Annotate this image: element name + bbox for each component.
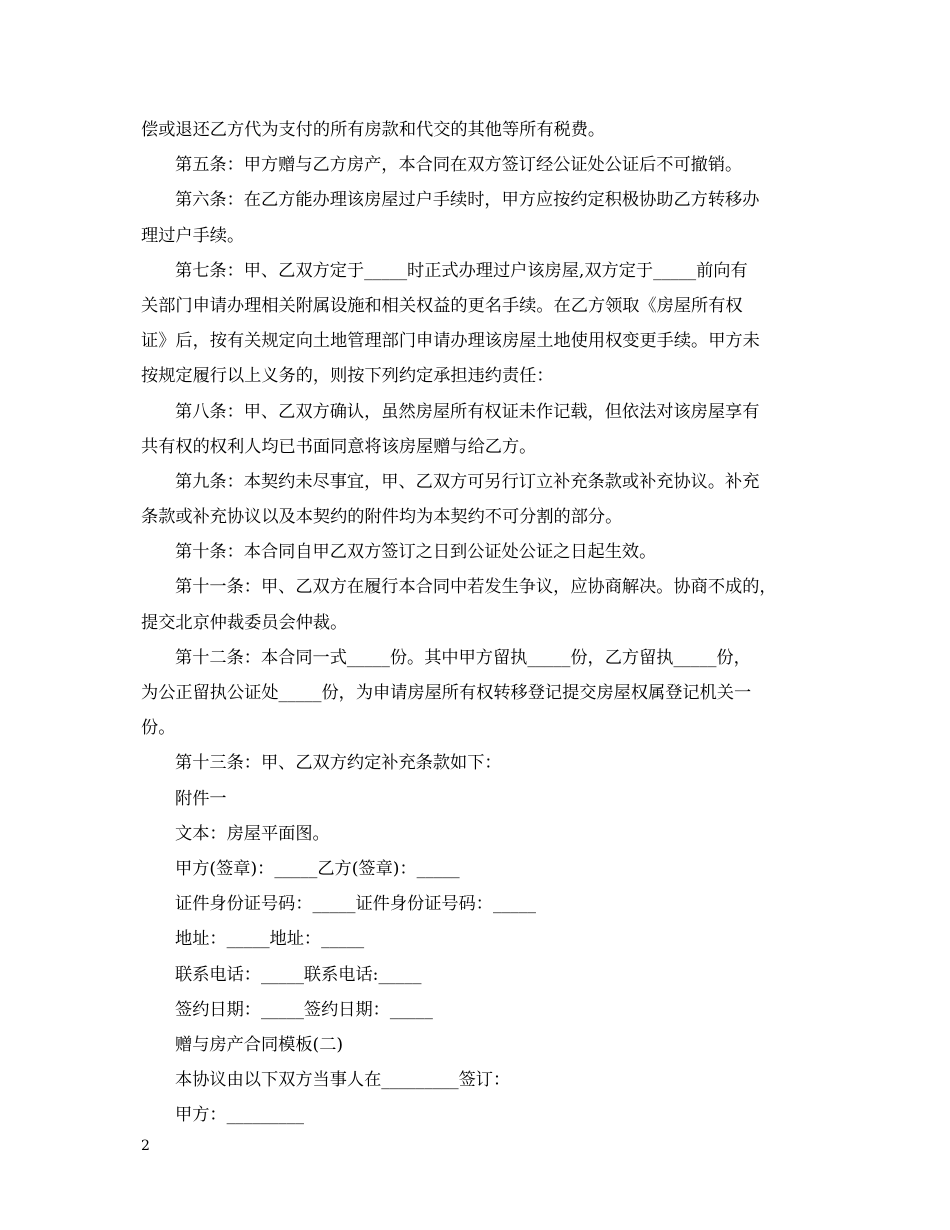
text-line: 份。 <box>141 718 176 739</box>
text-line: 文本：房屋平面图。 <box>175 823 330 844</box>
text-line: 第五条：甲方赠与乙方房产，本合同在双方签订经公证处公证后不可撤销。 <box>175 155 743 176</box>
text-line: 第七条：甲、乙双方定于_____时正式办理过户该房屋,双方定于_____前向有 <box>175 260 748 281</box>
text-line: 为公正留执公证处_____份，为申请房屋所有权转移登记提交房屋权属登记机关一 <box>141 683 752 703</box>
text-line: 附件一 <box>175 788 227 809</box>
text-line: 第十一条：甲、乙双方在履行本合同中若发生争议，应协商解决。协商不成的， <box>175 577 777 598</box>
text-line: 偿或退还乙方代为支付的所有房款和代交的其他等所有税费。 <box>141 120 606 140</box>
text-line: 第六条：在乙方能办理该房屋过户手续时，甲方应按约定积极协助乙方转移办 <box>175 190 760 211</box>
text-line: 关部门申请办理相关附属设施和相关权益的更名手续。在乙方领取《房屋所有权 <box>141 295 743 316</box>
text-line: 本协议由以下双方当事人在_________签订： <box>175 1070 511 1091</box>
text-line: 地址：_____地址：_____ <box>175 929 365 950</box>
text-line: 提交北京仲裁委员会仲裁。 <box>141 612 348 633</box>
text-line: 甲方：_________ <box>175 1105 304 1126</box>
text-line: 按规定履行以上义务的，则按下列约定承担违约责任： <box>141 366 554 387</box>
document-body <box>141 113 831 1133</box>
text-line: 条款或补充协议以及本契约的附件均为本契约不可分割的部分。 <box>141 507 623 528</box>
text-line: 签约日期：_____签约日期：_____ <box>175 999 433 1020</box>
text-line: 证》后，按有关规定向土地管理部门申请办理该房屋土地使用权变更手续。甲方未 <box>141 331 760 352</box>
text-line: 赠与房产合同模板(二) <box>175 1034 344 1055</box>
text-line: 证件身份证号码：_____证件身份证号码：_____ <box>175 894 536 915</box>
text-line: 第九条：本契约未尽事宜，甲、乙双方可另行订立补充条款或补充协议。补充 <box>175 471 760 492</box>
text-line: 理过户手续。 <box>141 225 245 246</box>
text-line: 第十二条：本合同一式_____份。其中甲方留执_____份，乙方留执_____份， <box>175 647 751 668</box>
text-line: 第八条：甲、乙双方确认，虽然房屋所有权证未作记载，但依法对该房屋享有 <box>175 401 760 422</box>
text-line: 共有权的权利人均已书面同意将该房屋赠与给乙方。 <box>141 436 537 457</box>
text-line: 甲方(签章)：_____乙方(签章)：_____ <box>175 858 460 879</box>
text-line: 第十三条：甲、乙双方约定补充条款如下： <box>175 753 502 774</box>
text-line: 联系电话：_____联系电话:_____ <box>175 964 422 985</box>
page-number: 2 <box>141 1138 150 1154</box>
text-line: 第十条：本合同自甲乙双方签订之日到公证处公证之日起生效。 <box>175 542 657 563</box>
